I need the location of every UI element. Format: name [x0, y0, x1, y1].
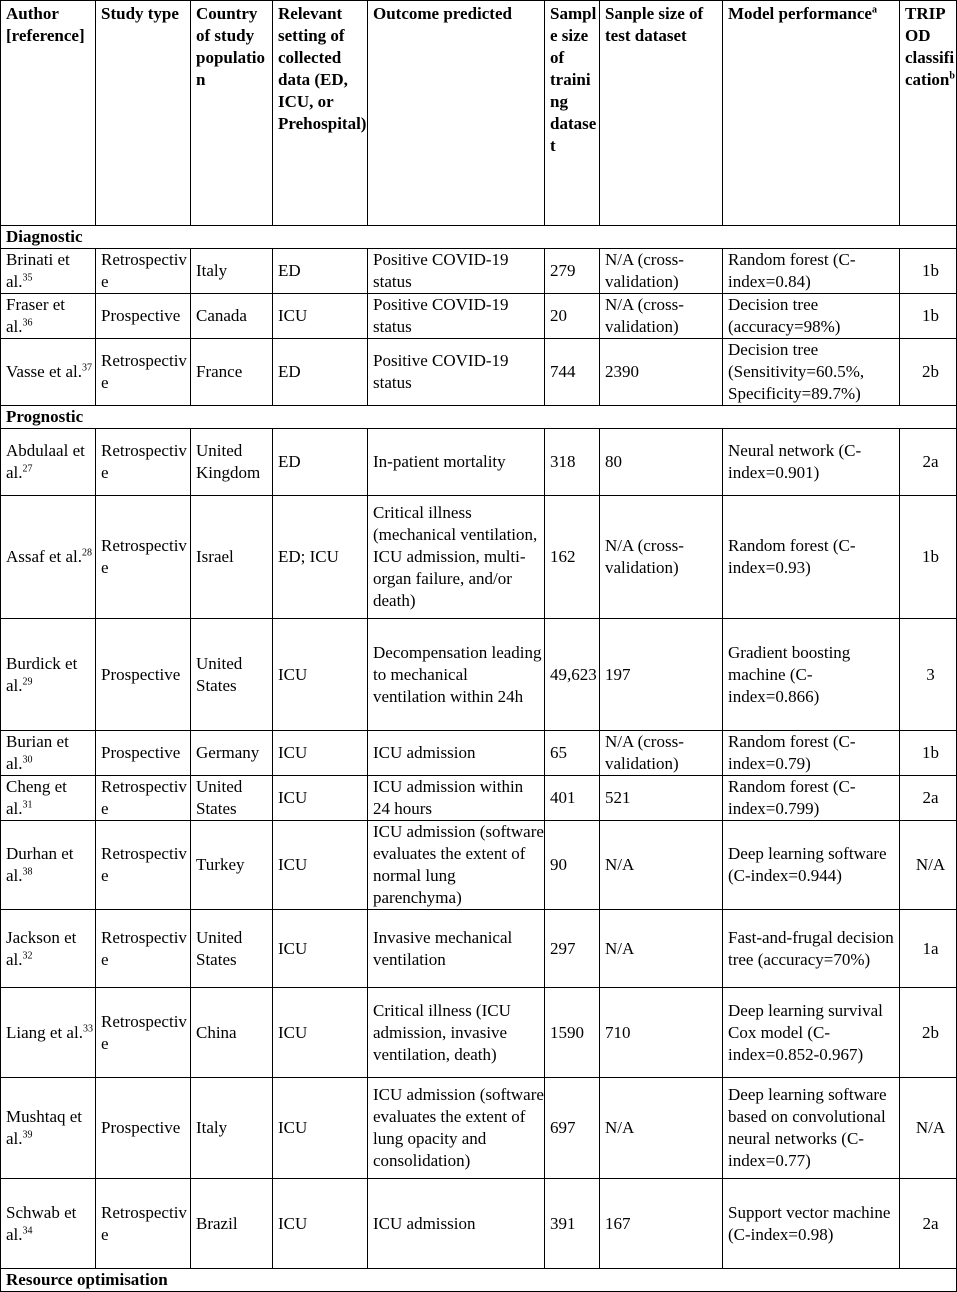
- reference-number: 36: [22, 317, 33, 329]
- author-name: Burian et al.: [6, 732, 69, 773]
- performance-cell: Random forest (C-index=0.84): [723, 249, 900, 294]
- performance-cell: Neural network (C-index=0.901): [723, 429, 900, 496]
- test-size-cell: N/A: [600, 821, 723, 910]
- setting-cell: ICU: [273, 821, 368, 910]
- performance-cell: Random forest (C-index=0.79): [723, 731, 900, 776]
- setting-cell: ED; ICU: [273, 496, 368, 619]
- author-name: Durhan et al.: [6, 844, 74, 885]
- table-row: [1, 731, 957, 776]
- tripod-cell: 2a: [900, 429, 957, 496]
- study-type-cell: Prospective: [96, 294, 191, 339]
- outcome-cell: Critical illness (ICU admission, invasive ventilation, death): [368, 988, 545, 1078]
- tripod-cell: 1a: [900, 910, 957, 988]
- author-cell: [1, 910, 96, 988]
- tripod-cell: 3: [900, 619, 957, 731]
- training-size-cell: 279: [545, 249, 600, 294]
- reference-number: 31: [22, 799, 33, 811]
- outcome-cell: Critical illness (mechanical ventilation, ICU admission, multi-organ failure, and/or death): [368, 496, 545, 619]
- performance-cell: Deep learning software based on convolutional neural networks (C-index=0.77): [723, 1078, 900, 1179]
- study-type-cell: Prospective: [96, 619, 191, 731]
- study-type-cell: Retrospective: [96, 988, 191, 1078]
- tripod-cell: 2b: [900, 988, 957, 1078]
- training-size-cell: 401: [545, 776, 600, 821]
- study-type-cell: Retrospective: [96, 339, 191, 406]
- training-size-cell: 162: [545, 496, 600, 619]
- section-row-diagnostic: [1, 226, 957, 249]
- author-name: Liang et al.: [6, 1022, 83, 1042]
- test-size-cell: 710: [600, 988, 723, 1078]
- outcome-cell: In-patient mortality: [368, 429, 545, 496]
- country-cell: United States: [191, 619, 273, 731]
- author-cell: [1, 294, 96, 339]
- setting-cell: ICU: [273, 910, 368, 988]
- reference-number: 32: [22, 949, 33, 961]
- country-cell: Italy: [191, 1078, 273, 1179]
- training-size-cell: 65: [545, 731, 600, 776]
- reference-number: 29: [22, 675, 33, 687]
- tripod-cell: 1b: [900, 496, 957, 619]
- table-row: [1, 429, 957, 496]
- country-cell: China: [191, 988, 273, 1078]
- author-name: Assaf et al.: [6, 547, 83, 566]
- author-cell: [1, 619, 96, 731]
- tripod-cell: 1b: [900, 249, 957, 294]
- test-size-cell: 197: [600, 619, 723, 731]
- test-size-cell: N/A (cross-validation): [600, 496, 723, 619]
- header-setting: Relevant setting of collected data (ED, ICU, or Prehospital): [273, 1, 368, 226]
- study-type-cell: Retrospective: [96, 496, 191, 619]
- table-row: [1, 1078, 957, 1179]
- header-study-type: Study type: [96, 1, 191, 226]
- section-label-diagnostic: Diagnostic: [1, 226, 957, 249]
- table-row: [1, 619, 957, 731]
- study-type-cell: Retrospective: [96, 249, 191, 294]
- outcome-cell: Positive COVID-19 status: [368, 339, 545, 406]
- test-size-cell: 521: [600, 776, 723, 821]
- tripod-cell: 2b: [900, 339, 957, 406]
- header-outcome: Outcome predicted: [368, 1, 545, 226]
- section-row-prognostic: [1, 406, 957, 429]
- reference-number: 30: [22, 754, 33, 766]
- test-size-cell: 167: [600, 1179, 723, 1269]
- performance-cell: Gradient boosting machine (C-index=0.866): [723, 619, 900, 731]
- performance-cell: Decision tree (Sensitivity=60.5%, Specificity=89.7%): [723, 339, 900, 406]
- tripod-cell: 2a: [900, 776, 957, 821]
- training-size-cell: 20: [545, 294, 600, 339]
- header-author: Author [reference]: [1, 1, 96, 226]
- author-name: Abdulaal et al.: [6, 441, 85, 482]
- country-cell: France: [191, 339, 273, 406]
- performance-cell: Random forest (C-index=0.799): [723, 776, 900, 821]
- outcome-cell: ICU admission (software evaluates the extent of lung opacity and consolidation): [368, 1078, 545, 1179]
- header-tripod-sup: b: [949, 70, 955, 82]
- author-name: Schwab et al.: [6, 1202, 77, 1244]
- header-tripod: [900, 1, 957, 226]
- header-training-size: Sample size of training dataset: [545, 1, 600, 226]
- reference-number: 35: [22, 272, 33, 284]
- training-size-cell: 297: [545, 910, 600, 988]
- table-row: [1, 496, 957, 619]
- setting-cell: ED: [273, 429, 368, 496]
- country-cell: Turkey: [191, 821, 273, 910]
- setting-cell: ICU: [273, 776, 368, 821]
- tripod-cell: 1b: [900, 731, 957, 776]
- section-row-resource: [1, 1269, 957, 1292]
- training-size-cell: 318: [545, 429, 600, 496]
- author-name: Jackson et al.: [6, 927, 77, 969]
- performance-cell: Random forest (C-index=0.93): [723, 496, 900, 619]
- study-type-cell: Retrospective: [96, 910, 191, 988]
- header-performance-sup: a: [871, 4, 877, 16]
- test-size-cell: 80: [600, 429, 723, 496]
- study-type-cell: Retrospective: [96, 1179, 191, 1269]
- setting-cell: ICU: [273, 619, 368, 731]
- outcome-cell: ICU admission (software evaluates the extent of normal lung parenchyma): [368, 821, 545, 910]
- country-cell: Israel: [191, 496, 273, 619]
- author-name: Cheng et al.: [6, 777, 67, 818]
- outcome-cell: Positive COVID-19 status: [368, 249, 545, 294]
- test-size-cell: N/A: [600, 1078, 723, 1179]
- setting-cell: ICU: [273, 1179, 368, 1269]
- study-type-cell: Retrospective: [96, 776, 191, 821]
- study-type-cell: Retrospective: [96, 429, 191, 496]
- table-row: [1, 988, 957, 1078]
- author-cell: [1, 429, 96, 496]
- setting-cell: ICU: [273, 988, 368, 1078]
- country-cell: Italy: [191, 249, 273, 294]
- setting-cell: ED: [273, 339, 368, 406]
- author-cell: [1, 249, 96, 294]
- setting-cell: ICU: [273, 294, 368, 339]
- reference-number: 38: [22, 866, 33, 878]
- author-cell: [1, 988, 96, 1078]
- setting-cell: ICU: [273, 1078, 368, 1179]
- setting-cell: ED: [273, 249, 368, 294]
- header-performance-label: Model performance: [728, 4, 872, 23]
- header-country: Country of study population: [191, 1, 273, 226]
- training-size-cell: 744: [545, 339, 600, 406]
- training-size-cell: 697: [545, 1078, 600, 1179]
- performance-cell: Support vector machine (C-index=0.98): [723, 1179, 900, 1269]
- test-size-cell: N/A (cross-validation): [600, 249, 723, 294]
- performance-cell: Deep learning survival Cox model (C-index=0.852-0.967): [723, 988, 900, 1078]
- table-body: [1, 226, 957, 1292]
- country-cell: United States: [191, 910, 273, 988]
- author-cell: [1, 821, 96, 910]
- reference-number: 39: [22, 1129, 33, 1141]
- country-cell: Canada: [191, 294, 273, 339]
- author-name: Mushtaq et al.: [6, 1107, 83, 1148]
- table-row: [1, 249, 957, 294]
- country-cell: United States: [191, 776, 273, 821]
- study-type-cell: Prospective: [96, 731, 191, 776]
- table-row: [1, 776, 957, 821]
- author-cell: [1, 339, 96, 406]
- section-label-resource: Resource optimisation: [1, 1269, 957, 1292]
- reference-number: 28: [82, 547, 93, 559]
- tripod-cell: 2a: [900, 1179, 957, 1269]
- author-name: Burdick et al.: [6, 653, 78, 695]
- header-performance: [723, 1, 900, 226]
- table-row: [1, 1179, 957, 1269]
- performance-cell: Decision tree (accuracy=98%): [723, 294, 900, 339]
- tripod-cell: N/A: [900, 1078, 957, 1179]
- reference-number: 33: [82, 1022, 93, 1034]
- table-row: [1, 294, 957, 339]
- test-size-cell: 2390: [600, 339, 723, 406]
- outcome-cell: ICU admission within 24 hours: [368, 776, 545, 821]
- test-size-cell: N/A (cross-validation): [600, 731, 723, 776]
- outcome-cell: ICU admission: [368, 731, 545, 776]
- reference-number: 37: [82, 362, 93, 374]
- outcome-cell: Invasive mechanical ventilation: [368, 910, 545, 988]
- author-cell: [1, 1179, 96, 1269]
- author-name: Brinati et al.: [6, 250, 70, 291]
- country-cell: Brazil: [191, 1179, 273, 1269]
- training-size-cell: 1590: [545, 988, 600, 1078]
- author-cell: [1, 496, 96, 619]
- training-size-cell: 391: [545, 1179, 600, 1269]
- header-test-size: Sanple size of test dataset: [600, 1, 723, 226]
- performance-cell: Deep learning software (C-index=0.944): [723, 821, 900, 910]
- header-tripod-label: TRIPOD classification: [905, 4, 955, 89]
- reference-number: 34: [22, 1224, 33, 1236]
- author-name: Fraser et al.: [6, 295, 66, 336]
- country-cell: Germany: [191, 731, 273, 776]
- author-cell: [1, 1078, 96, 1179]
- section-label-prognostic: Prognostic: [1, 406, 957, 429]
- author-cell: [1, 776, 96, 821]
- header-row: [1, 1, 957, 226]
- tripod-cell: N/A: [900, 821, 957, 910]
- tripod-cell: 1b: [900, 294, 957, 339]
- country-cell: United Kingdom: [191, 429, 273, 496]
- author-name: Vasse et al.: [6, 362, 83, 381]
- study-type-cell: Prospective: [96, 1078, 191, 1179]
- training-size-cell: 49,623: [545, 619, 600, 731]
- outcome-cell: Positive COVID-19 status: [368, 294, 545, 339]
- table-row: [1, 339, 957, 406]
- study-type-cell: Retrospective: [96, 821, 191, 910]
- table-row: [1, 821, 957, 910]
- training-size-cell: 90: [545, 821, 600, 910]
- setting-cell: ICU: [273, 731, 368, 776]
- outcome-cell: Decompensation leading to mechanical ventilation within 24h: [368, 619, 545, 731]
- test-size-cell: N/A (cross-validation): [600, 294, 723, 339]
- outcome-cell: ICU admission: [368, 1179, 545, 1269]
- performance-cell: Fast-and-frugal decision tree (accuracy=70%): [723, 910, 900, 988]
- reference-number: 27: [22, 463, 33, 475]
- table-row: [1, 910, 957, 988]
- author-cell: [1, 731, 96, 776]
- test-size-cell: N/A: [600, 910, 723, 988]
